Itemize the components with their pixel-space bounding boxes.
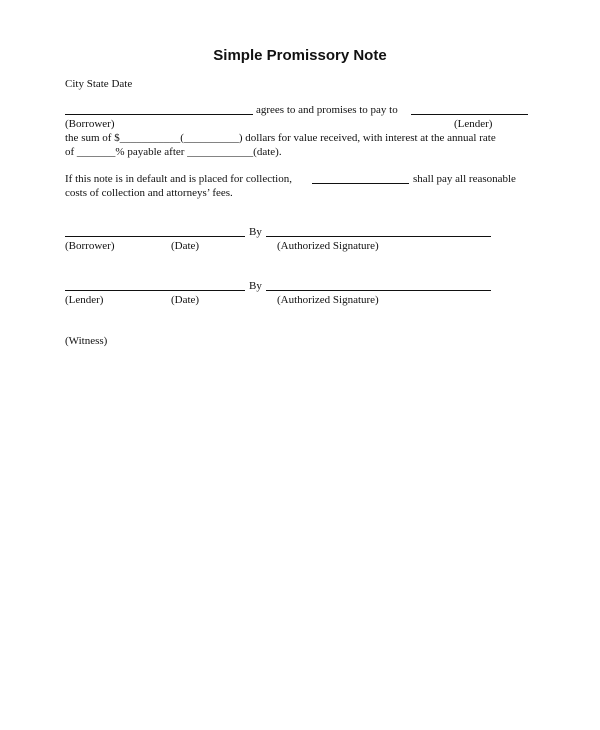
by-label: By <box>249 280 262 292</box>
borrower-sign-label: (Borrower) <box>65 240 115 252</box>
borrower-label: (Borrower) <box>65 118 115 130</box>
document-title: Simple Promissory Note <box>213 47 387 64</box>
collection-party-blank[interactable] <box>312 183 409 184</box>
authorized-signature-label: (Authorized Signature) <box>277 294 379 306</box>
borrower-blank-line[interactable] <box>65 114 253 115</box>
witness-label: (Witness) <box>65 335 108 347</box>
authorized-signature-label: (Authorized Signature) <box>277 240 379 252</box>
sum-line: the sum of $___________(__________) dollars for value received, with interest at the annual rate <box>65 132 496 144</box>
by-label: By <box>249 226 262 238</box>
interest-line: of _______% payable after ____________(date). <box>65 146 282 158</box>
agrees-text: agrees to and promises to pay to <box>256 104 398 116</box>
city-state-date: City State Date <box>65 78 133 90</box>
date-label: (Date) <box>171 294 200 306</box>
date-label: (Date) <box>171 240 200 252</box>
lender-label: (Lender) <box>454 118 493 130</box>
lender-sign-label: (Lender) <box>65 294 104 306</box>
lender-blank-line[interactable] <box>411 114 528 115</box>
authorized-signature-line[interactable] <box>266 290 491 291</box>
default-text-end: shall pay all reasonable <box>413 173 516 185</box>
authorized-signature-line[interactable] <box>266 236 491 237</box>
borrower-signature-line[interactable] <box>65 236 245 237</box>
default-text-start: If this note is in default and is placed for collection, <box>65 173 292 185</box>
lender-signature-line[interactable] <box>65 290 245 291</box>
costs-line: costs of collection and attorneys’ fees. <box>65 187 233 199</box>
